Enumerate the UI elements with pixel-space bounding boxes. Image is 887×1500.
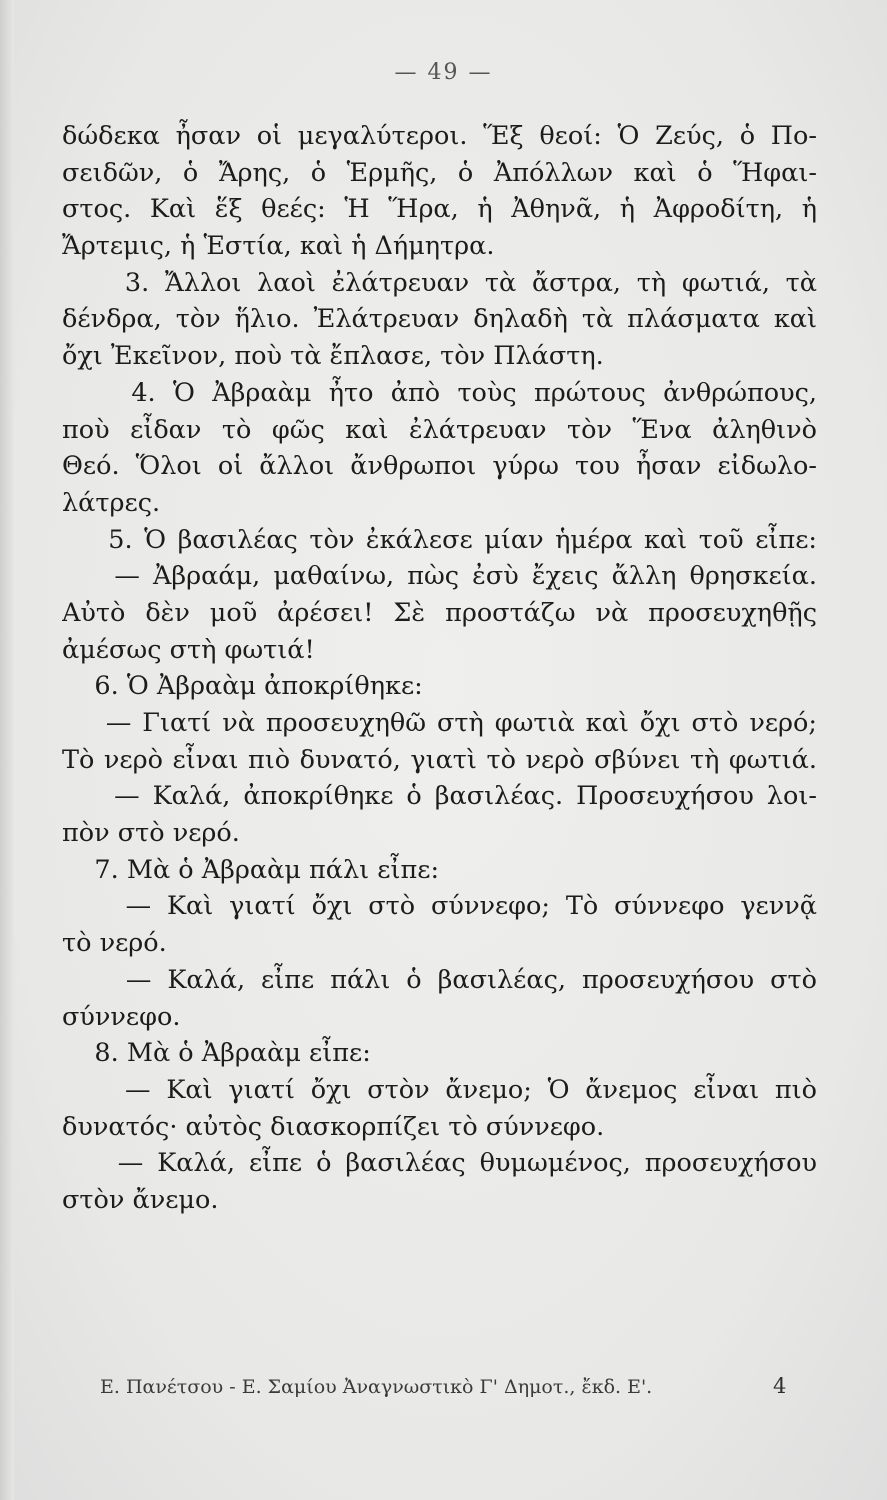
- text-line: ἀμέσως στὴ φωτιά!: [62, 634, 315, 665]
- text-line: 7. Μὰ ὁ Ἀβραὰμ πάλι εἶπε:: [62, 854, 440, 885]
- text-line: — Καλά, εἶπε ὁ βασιλέας θυμωμένος, προσευχήσου: [62, 1148, 817, 1179]
- text-line: πὸν στὸ νερό.: [62, 818, 240, 849]
- text-line: Θεό. Ὅλοι οἱ ἄλλοι ἄνθρωποι γύρω του ἦσαν εἰδωλο-: [62, 451, 817, 482]
- page-left-edge: [0, 0, 14, 1500]
- text-line: σειδῶν, ὁ Ἄρης, ὁ Ἑρμῆς, ὁ Ἀπόλλων καὶ ὁ Ἥφαι-: [62, 157, 817, 188]
- text-line: — Καὶ γιατί ὄχι στὸ σύννεφο; Τὸ σύννεφο γεννᾷ: [62, 891, 817, 922]
- text-line: — Γιατί νὰ προσευχηθῶ στὴ φωτιὰ καὶ ὄχι στὸ νερό;: [62, 708, 817, 738]
- text-line: Αὐτὸ δὲν μοῦ ἀρέσει! Σὲ προστάζω νὰ προσευχηθῇς: [62, 597, 817, 628]
- text-line: — Καὶ γιατί ὄχι στὸν ἄνεμο; Ὁ ἄνεμος εἶναι πιὸ: [62, 1074, 817, 1105]
- text-line: στος. Καὶ ἕξ θεές: Ἡ Ἥρα, ἡ Ἀθηνᾶ, ἡ Ἀφροδίτη, ἡ: [62, 194, 817, 225]
- text-line: 4. Ὁ Ἀβραὰμ ἦτο ἀπὸ τοὺς πρώτους ἀνθρώπους,: [62, 377, 817, 408]
- text-line: δένδρα, τὸν ἥλιο. Ἐλάτρευαν δηλαδὴ τὰ πλάσματα καὶ: [62, 304, 817, 335]
- text-line: ποὺ εἶδαν τὸ φῶς καὶ ἐλάτρευαν τὸν Ἕνα ἀληθινὸ: [62, 414, 817, 445]
- text-line: 3. Ἄλλοι λαοὶ ἐλάτρευαν τὰ ἄστρα, τὴ φωτιά, τὰ: [62, 267, 817, 298]
- footer-citation: Ε. Πανέτσου - Ε. Σαμίου Ἀναγνωστικὸ Γ' Δημοτ., ἔκδ. Ε'.: [100, 1376, 653, 1398]
- text-line: δώδεκα ἦσαν οἱ μεγαλύτεροι. Ἕξ θεοί: Ὁ Ζεύς, ὁ Πο-: [62, 121, 817, 151]
- text-line: ὄχι Ἐκεῖνον, ποὺ τὰ ἔπλασε, τὸν Πλάστη.: [62, 341, 604, 372]
- text-line: — Ἀβραάμ, μαθαίνω, πὼς ἐσὺ ἔχεις ἄλλη θρησκεία.: [62, 561, 817, 592]
- text-line: 5. Ὁ βασιλέας τὸν ἐκάλεσε μίαν ἡμέρα καὶ τοῦ εἶπε:: [62, 524, 817, 555]
- text-line: — Καλά, εἶπε πάλι ὁ βασιλέας, προσευχήσου στὸ: [62, 964, 817, 995]
- body-text: [62, 118, 817, 1219]
- text-line: — Καλά, ἀποκρίθηκε ὁ βασιλέας. Προσευχήσου λοι-: [62, 781, 817, 812]
- text-line: 6. Ὁ Ἀβραὰμ ἀποκρίθηκε:: [62, 671, 423, 702]
- text-line: τὸ νερό.: [62, 928, 167, 959]
- text-line: Ἄρτεμις, ἡ Ἑστία, καὶ ἡ Δήμητρα.: [62, 231, 495, 262]
- text-line: στὸν ἄνεμο.: [62, 1184, 219, 1215]
- page-number: — 49 —: [394, 60, 493, 85]
- text-line: λάτρες.: [62, 487, 161, 518]
- text-line: 8. Μὰ ὁ Ἀβραὰμ εἶπε:: [62, 1038, 371, 1069]
- text-line: Τὸ νερὸ εἶναι πιὸ δυνατό, γιατὶ τὸ νερὸ σβύνει τὴ φωτιά.: [62, 744, 817, 775]
- text-line: σύννεφο.: [62, 1001, 181, 1032]
- text-line: δυνατός· αὐτὸς διασκορπίζει τὸ σύννεφο.: [62, 1111, 605, 1142]
- signature-mark: 4: [773, 1374, 787, 1398]
